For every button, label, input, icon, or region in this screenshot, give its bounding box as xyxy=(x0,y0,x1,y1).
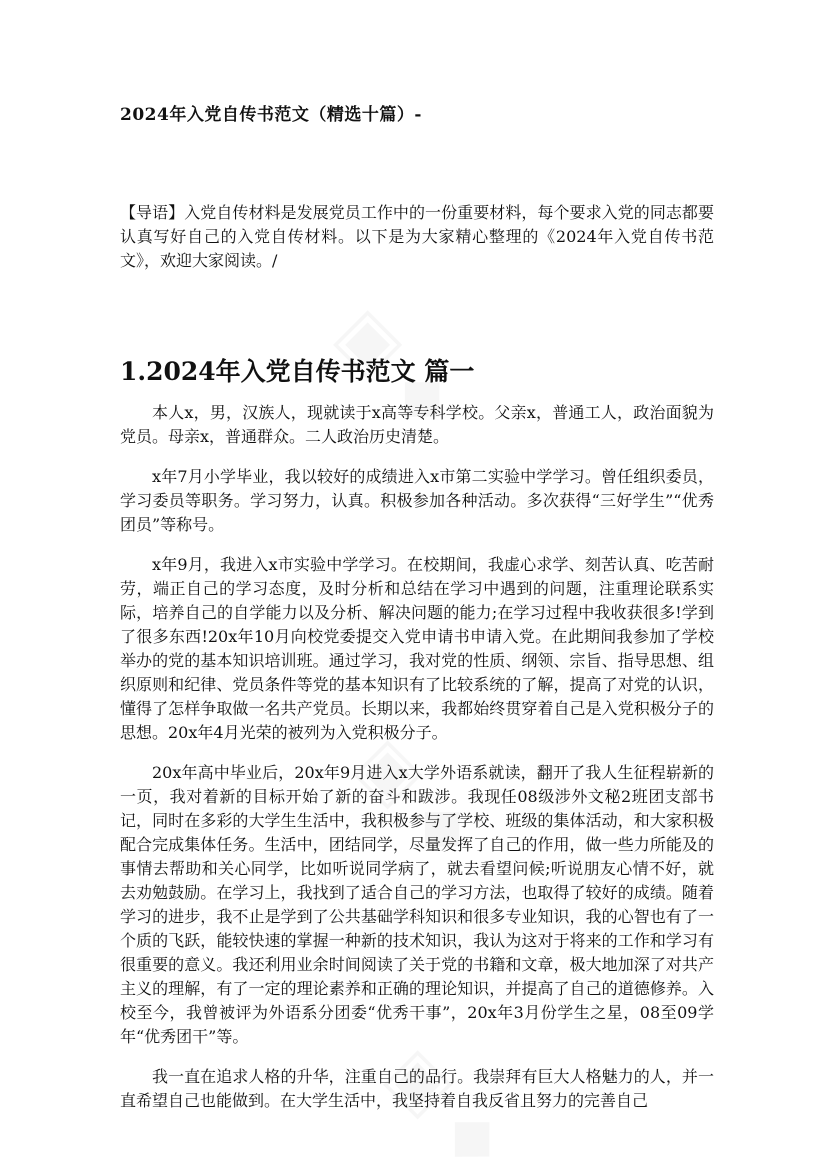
paragraph: 我一直在追求人格的升华，注重自己的品行。我崇拜有巨大人格魅力的人，并一直希望自己也能做到。在大学生活中，我坚持着自我反省且努力的完善自己 xyxy=(120,1067,714,1110)
article-body xyxy=(120,401,714,1129)
paragraph: 20x年高中毕业后，20x年9月进入x大学外语系就读，翻开了我人生征程崭新的一页，我对着新的目标开始了新的奋斗和跋涉。我现任08级涉外文秘2班团支部书记，同时在多彩的大学生生活中，我积极参与了学校、班级的集体活动，和大家积极配合完成集体任务。生活中，团结同学，尽量发挥了自己的作用，做一些力所能及的事情去帮助和关心同学，比如听说同学病了，就去看望问候;听说朋友心情不好，就去劝勉鼓励。在学习上，我找到了适合自己的学习方法，也取得了较好的成绩。随着学习的进步，我不止是学到了公共基础学科知识和很多专业知识，我的心智也有了一个质的飞跃，能较快速的掌握一种新的技术知识，我认为这对于将来的工作和学习有很重要的意义。我还利用业余时间阅读了关于党的书籍和文章，极大地加深了对共产主义的理解，有了一定的理论素养和正确的理论知识，并提高了自己的道德修养。入校至今，我曾被评为外语系分团委“优秀干事”，20x年3月份学生之星，08至09学年“优秀团干”等。 xyxy=(120,763,714,1046)
paragraph: 本人x，男，汉族人，现就读于x高等专科学校。父亲x，普通工人，政治面貌为党员。母亲x，普通群众。二人政治历史清楚。 xyxy=(120,403,714,446)
intro-paragraph: 【导语】入党自传材料是发展党员工作中的一份重要材料，每个要求入党的同志都要认真写好自己的入党自传材料。以下是为大家精心整理的《2024年入党自传书范文》，欢迎大家阅读。/ xyxy=(120,203,714,270)
paragraph: x年7月小学毕业，我以较好的成绩进入x市第二实验中学学习。曾任组织委员，学习委员等职务。学习努力，认真。积极参加各种活动。多次获得“三好学生”“优秀团员”等称号。 xyxy=(120,467,714,534)
section-heading: 1.2024年入党自传书范文 篇一 xyxy=(120,357,475,386)
paragraph: x年9月，我进入x市实验中学学习。在校期间，我虚心求学、刻苦认真、吃苦耐劳，端正自己的学习态度，及时分析和总结在学习中遇到的问题，注重理论联系实际，培养自己的自学能力以及分析、解决问题的能力;在学习过程中我收获很多!学到了很多东西!20x年10月向校党委提交入党申请书申请入党。在此期间我参加了学校举办的党的基本知识培训班。通过学习，我对党的性质、纲领、宗旨、指导思想、组织原则和纪律、党员条件等党的基本知识有了比较系统的了解，提高了对党的认识，懂得了怎样争取做一名共产党员。长期以来，我都始终贯穿着自己是入党积极分子的思想。20x年4月光荣的被列为入党积极分子。 xyxy=(120,555,714,742)
document-title: 2024年入党自传书范文（精选十篇）- xyxy=(120,105,422,125)
